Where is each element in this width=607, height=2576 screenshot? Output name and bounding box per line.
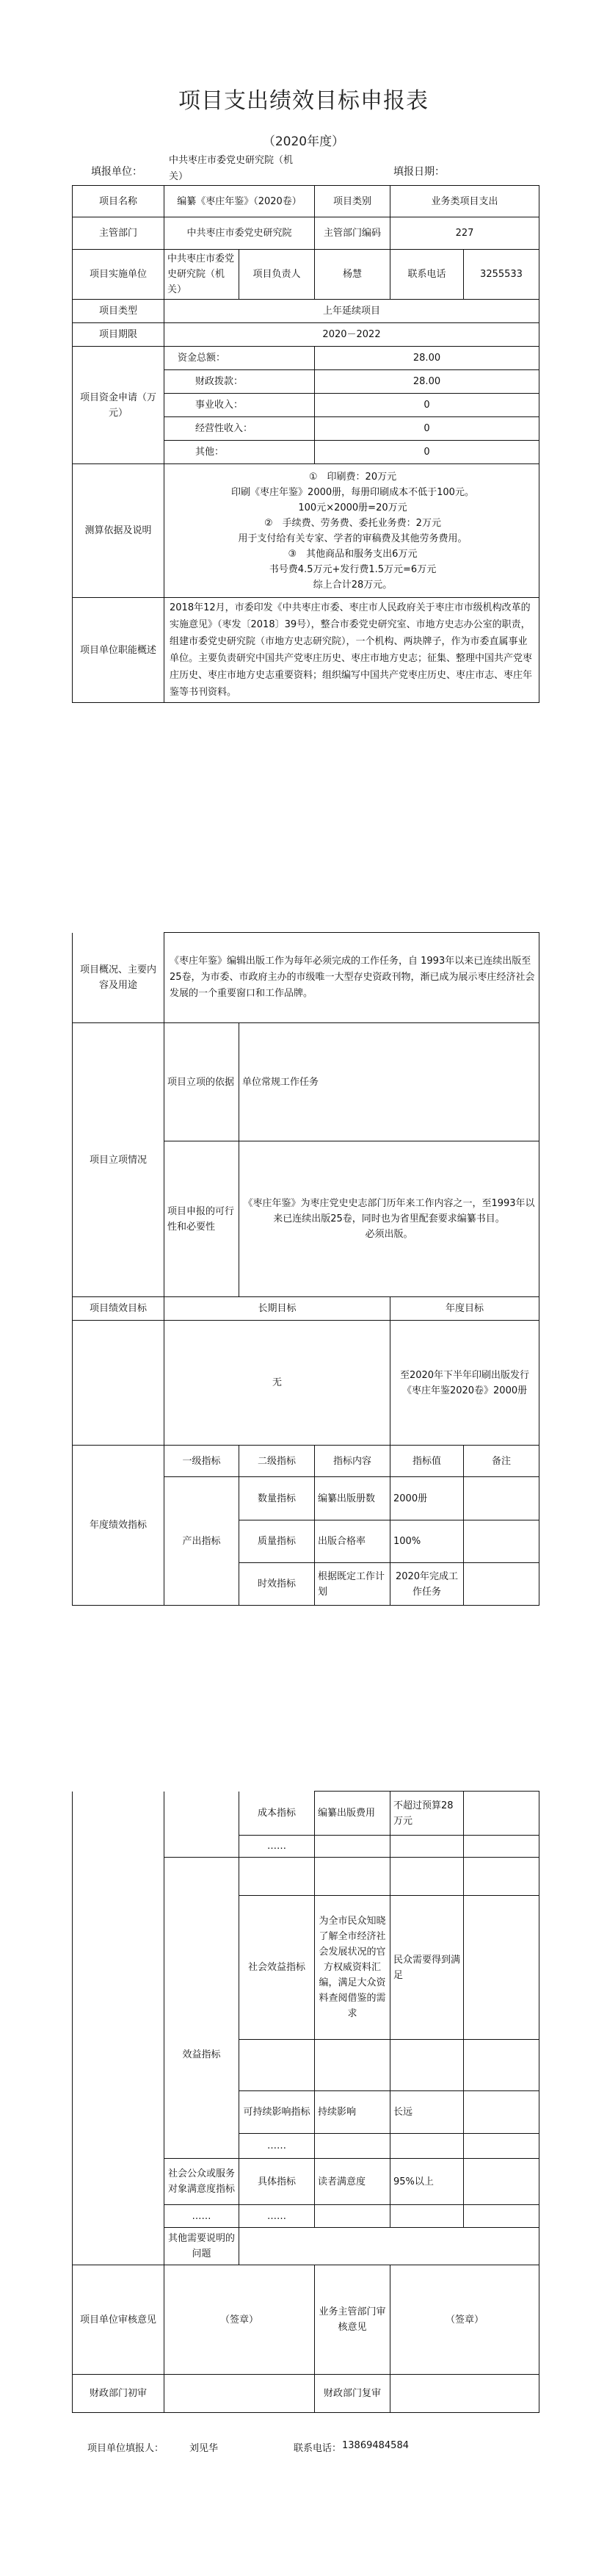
benefit-note [464,1858,539,1896]
funding-operating-value: 0 [315,417,539,441]
finance-first-review-value [164,2375,315,2413]
empty-cell [390,2134,464,2159]
output-level2-ellipsis: …… [239,1836,315,1858]
other-issues-label: 其他需要说明的问题 [164,2228,239,2265]
date-label: 填报日期： [393,166,445,178]
benefit-level2 [239,1858,315,1896]
output-continued-cell [164,1792,239,1858]
phone-label: 联系电话 [390,250,464,300]
long-term-goal-value: 无 [164,1321,390,1446]
dept-label: 主管部门 [73,217,164,250]
feasibility-value: 《枣庄年鉴》为枣庄党史史志部门历年来工作内容之一，至1993年以来已连续出版25卷，同时也为省里配套要求编纂书目。 必须出版。 [239,1141,539,1297]
unit-value: 中共枣庄市委党史研究院（机关） [169,155,294,182]
benefit-level2: 可持续影响指标 [239,2091,315,2134]
annual-goal-value: 至2020年下半年印刷出版发行《枣庄年鉴2020卷》2000册 [390,1321,539,1446]
output-indicator-label: 产出指标 [164,1477,239,1606]
funding-operating-label: 经营性收入： [164,417,315,441]
satisfaction-note [464,2159,539,2205]
page-subtitle: （2020年度） [262,134,345,149]
feasibility-label: 项目申报的可行性和必要性 [164,1141,239,1297]
project-category-value: 业务类项目支出 [390,186,539,217]
benefit-note [464,1896,539,2040]
project-category-label: 项目类别 [315,186,390,217]
header-value: 指标值 [390,1446,464,1477]
output-value: 2000册 [390,1477,464,1520]
goals-empty-cell [73,1321,164,1446]
funding-fiscal-label: 财政拨款： [164,370,315,394]
empty-cell [464,1836,539,1858]
dept-code-value: 227 [390,217,539,250]
funding-business-label: 事业收入： [164,394,315,417]
overview-text: 《枣庄年鉴》编辑出版工作为每年必须完成的工作任务，自 1993年以来已连续出版至25卷，为市委、市政府主办的市级唯一大型存史资政刊物，渐已成为展示枣庄经济社会发展的一个重要窗口和工作品牌。 [164,933,539,1023]
unit-review-label: 项目单位审核意见 [73,2265,164,2375]
dept-review-label: 业务主管部门审核意见 [315,2265,390,2375]
output-note [464,1477,539,1520]
footer-phone-label: 联系电话： [294,2443,342,2454]
approval-label: 项目立项情况 [73,1023,164,1297]
benefit-content [315,2040,390,2091]
benefit-content: 为全市民众知晓了解全市经济社会发展状况的官方权威资料汇编，满足大众资料查阅借鉴的需求 [315,1896,390,2040]
dept-code-label: 主管部门编码 [315,217,390,250]
output-note [464,1563,539,1606]
footer-phone-value: 13869484584 [342,2440,409,2451]
header-note: 备注 [464,1446,539,1477]
empty-cell [390,1836,464,1858]
funding-label: 项目资金申请（万元） [73,347,164,464]
finance-first-review-label: 财政部门初审 [73,2375,164,2413]
satisfaction-value: 95%以上 [390,2159,464,2205]
filler-label: 项目单位填报人： [87,2443,164,2454]
indicators-label: 年度绩效指标 [73,1446,164,1606]
unit-label: 填报单位： [91,166,142,178]
header-content: 指标内容 [315,1446,390,1477]
other-issues-value [239,2228,539,2265]
level2-ellipsis: …… [239,2205,315,2228]
output-value: 不超过预算28万元 [390,1792,464,1836]
benefit-note [464,2040,539,2091]
project-name-label: 项目名称 [73,186,164,217]
leader-value: 杨慧 [315,250,390,300]
output-level2: 时效指标 [239,1563,315,1606]
approval-basis-value: 单位常规工作任务 [239,1023,539,1141]
leader-label: 项目负责人 [239,250,315,300]
output-content: 编纂出版费用 [315,1792,390,1836]
long-term-goal-header: 长期目标 [164,1297,390,1321]
function-text: 2018年12月，市委印发《中共枣庄市委、枣庄市人民政府关于枣庄市市级机构改革的实施意见》（枣发〔2018〕39号），整合市委党史研究室、市地方史志办公室的职责，组建市委党史研究院（市地方史志研究院），一个机构、两块牌子，作为市委直属事业单位。主要负责研究中国共产党枣庄历史、枣庄市地方史志；征集、整理中国共产党枣庄历史、枣庄市地方史志重要资料；组织编写中国共产党枣庄历史、枣庄市志、枣庄年鉴等书刊资料。 [164,598,539,703]
impl-unit-value: 中共枣庄市委党史研究院（机关） [164,250,239,300]
benefit-value [390,2040,464,2091]
dept-review-stamp: （签章） [390,2265,539,2375]
type-label: 项目类型 [73,300,164,323]
empty-cell [464,2134,539,2159]
form-table-page3 [72,1791,539,2413]
output-note [464,1520,539,1563]
empty-cell [315,2134,390,2159]
header-level2: 二级指标 [239,1446,315,1477]
empty-cell [390,2205,464,2228]
impl-unit-label: 项目实施单位 [73,250,164,300]
output-level2: 成本指标 [239,1792,315,1836]
annual-goal-header: 年度目标 [390,1297,539,1321]
benefit-content: 持续影响 [315,2091,390,2134]
benefit-value: 民众需要得到满足 [390,1896,464,2040]
function-label: 项目单位职能概述 [73,598,164,703]
header-level1: 一级指标 [164,1446,239,1477]
type-value: 上年延续项目 [164,300,539,323]
funding-other-label: 其他： [164,441,315,464]
satisfaction-indicator-label: 社会公众或服务对象满意度指标 [164,2159,239,2205]
approval-basis-label: 项目立项的依据 [164,1023,239,1141]
output-content: 出版合格率 [315,1520,390,1563]
finance-second-review-value [390,2375,539,2413]
benefit-value [390,1858,464,1896]
basis-label: 测算依据及说明 [73,464,164,598]
empty-cell [464,2205,539,2228]
funding-total-value: 28.00 [315,347,539,370]
output-content: 编纂出版册数 [315,1477,390,1520]
output-value: 100% [390,1520,464,1563]
output-note [464,1792,539,1836]
empty-cell [315,1836,390,1858]
dept-value: 中共枣庄市委党史研究院 [164,217,315,250]
benefit-level2: 社会效益指标 [239,1896,315,2040]
phone-value: 3255533 [464,250,539,300]
basis-text: ① 印刷费：20万元 印刷《枣庄年鉴》2000册，每册印刷成本不低于100元。 100元×2000册=20万元 ② 手续费、劳务费、委托业务费：2万元 用于支付给有关专家、学者的审稿费及其他劳务费用。 ③ 其他商品和服务支出6万元 书号费4.5万元+发行费1.5万元=6万元 综上合计28万元。 [164,464,539,598]
satisfaction-level2: 具体指标 [239,2159,315,2205]
form-table-page2 [72,932,539,1606]
funding-business-value: 0 [315,394,539,417]
funding-other-value: 0 [315,441,539,464]
benefit-indicator-label: 效益指标 [164,1858,239,2159]
empty-cell [315,2205,390,2228]
benefit-level2 [239,2040,315,2091]
benefit-note [464,2091,539,2134]
level1-ellipsis: …… [164,2205,239,2228]
funding-total-label: 资金总额： [164,347,315,370]
indicators-continued-cell [73,1792,164,2265]
output-level2: 质量指标 [239,1520,315,1563]
goals-label: 项目绩效目标 [73,1297,164,1321]
form-table-page1 [72,185,539,703]
page-title: 项目支出绩效目标申报表 [178,88,429,114]
benefit-level2-ellipsis: …… [239,2134,315,2159]
output-value: 2020年完成工作任务 [390,1563,464,1606]
output-content: 根据既定工作计划 [315,1563,390,1606]
benefit-content [315,1858,390,1896]
finance-second-review-label: 财政部门复审 [315,2375,390,2413]
period-value: 2020－2022 [164,323,539,347]
project-name-value: 编纂《枣庄年鉴》（2020卷） [164,186,315,217]
funding-fiscal-value: 28.00 [315,370,539,394]
benefit-value: 长远 [390,2091,464,2134]
filler-value: 刘见华 [189,2443,219,2454]
overview-label: 项目概况、主要内容及用途 [73,933,164,1023]
unit-review-stamp: （签章） [164,2265,315,2375]
output-level2: 数量指标 [239,1477,315,1520]
satisfaction-content: 读者满意度 [315,2159,390,2205]
period-label: 项目期限 [73,323,164,347]
